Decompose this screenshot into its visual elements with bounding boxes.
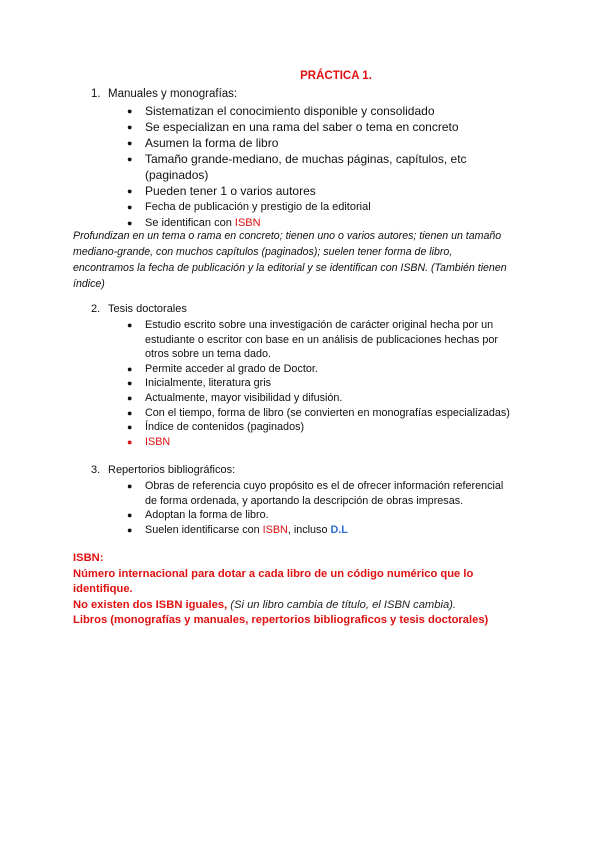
section-2-title: Tesis doctorales	[108, 303, 187, 315]
isbn-label: ISBN	[234, 217, 261, 229]
list-item: ● Asumen la forma de libro	[127, 136, 279, 150]
section-1-list	[127, 103, 547, 231]
bullet-icon: ●	[127, 218, 133, 228]
isbn-label: ISBN	[145, 435, 171, 448]
section-1-summary: Profundizan en un tema o rama en concreto; tienen uno o varios autores; tienen un tamaño mediano-grande, con muchos capítulos (paginados); suelen tener forma de libro, encontramos la fecha de publicación y la editorial y se identifican con ISBN. (También tienen índice)	[73, 230, 507, 290]
isbn-definition-block: ISBN: Número internacional para dotar a cada libro de un código numérico que lo identifique. No existen dos ISBN iguales, (Si un libro cambia de título, el ISBN cambia). Libros (monografías y manuales, repertorios bibliograficos y tesis doctorales)	[73, 551, 543, 629]
bullet-icon: ●	[127, 363, 133, 374]
section-1-heading	[91, 88, 237, 100]
bullet-icon: ●	[127, 320, 133, 330]
bullet-icon: ●	[127, 138, 133, 148]
bullet-icon: ●	[127, 392, 133, 403]
list-item: ● Se identifican con ISBN	[127, 217, 261, 229]
dl-label: D.L	[330, 523, 348, 536]
list-item-continuation: (paginados)	[145, 168, 209, 182]
bullet-icon: ●	[127, 202, 133, 212]
list-item: ● Actualmente, mayor visibilidad y difusión.	[127, 391, 343, 404]
section-2-number: 2.	[91, 303, 101, 315]
section-2-heading	[91, 303, 187, 315]
bullet-icon: ●	[127, 524, 133, 535]
section-3-list	[127, 479, 547, 537]
page-title: PRÁCTICA 1.	[300, 70, 372, 82]
bullet-icon: ●	[127, 436, 133, 447]
list-item: ● Con el tiempo, forma de libro (se convierten en monografías especializadas)	[127, 406, 510, 419]
isbn-block-label: ISBN:	[73, 552, 104, 564]
bullet-icon: ●	[127, 122, 133, 132]
list-item: ● Permite acceder al grado de Doctor.	[127, 362, 318, 375]
section-3-heading	[91, 464, 235, 476]
bullet-icon: ●	[127, 407, 133, 418]
section-3-number: 3.	[91, 464, 101, 476]
bullet-icon: ●	[127, 106, 133, 116]
list-item: ● Sistematizan el conocimiento disponible y consolidado	[127, 104, 435, 118]
list-item: ● Fecha de publicación y prestigio de la editorial	[127, 201, 371, 213]
section-2-list	[127, 318, 547, 449]
list-item: ● Obras de referencia cuyo propósito es el de ofrecer información referencial de forma ordenada, y aportando la descripción de obras impresas.	[127, 480, 504, 507]
bullet-icon: ●	[127, 378, 133, 389]
section-1-title: Manuales y monografías:	[108, 88, 238, 100]
list-item: ● Estudio escrito sobre una investigación de carácter original hecha por un estudiante o escritor con base en un análisis de publicaciones hechas por otros sobre un tema dado.	[127, 319, 498, 361]
list-item: ● Inicialmente, literatura gris	[127, 377, 272, 390]
list-item: ● Suelen identificarse con ISBN, incluso D.L	[127, 523, 348, 536]
list-item: ● Adoptan la forma de libro.	[127, 509, 269, 522]
bullet-icon: ●	[127, 186, 133, 196]
bullet-icon: ●	[127, 510, 133, 521]
list-item: ● Tamaño grande-mediano, de muchas páginas, capítulos, etc	[127, 152, 467, 166]
isbn-label: ISBN	[262, 523, 288, 536]
list-item	[127, 435, 547, 450]
section-3-title: Repertorios bibliográficos:	[108, 464, 236, 476]
bullet-icon: ●	[127, 422, 133, 433]
list-item: ● Pueden tener 1 o varios autores	[127, 184, 316, 198]
bullet-icon: ●	[127, 481, 133, 491]
bullet-icon: ●	[127, 154, 133, 164]
section-1-number: 1.	[91, 88, 101, 100]
list-item: ● Se especializan en una rama del saber o tema en concreto	[127, 120, 459, 134]
list-item: ● Índice de contenidos (paginados)	[127, 421, 305, 434]
